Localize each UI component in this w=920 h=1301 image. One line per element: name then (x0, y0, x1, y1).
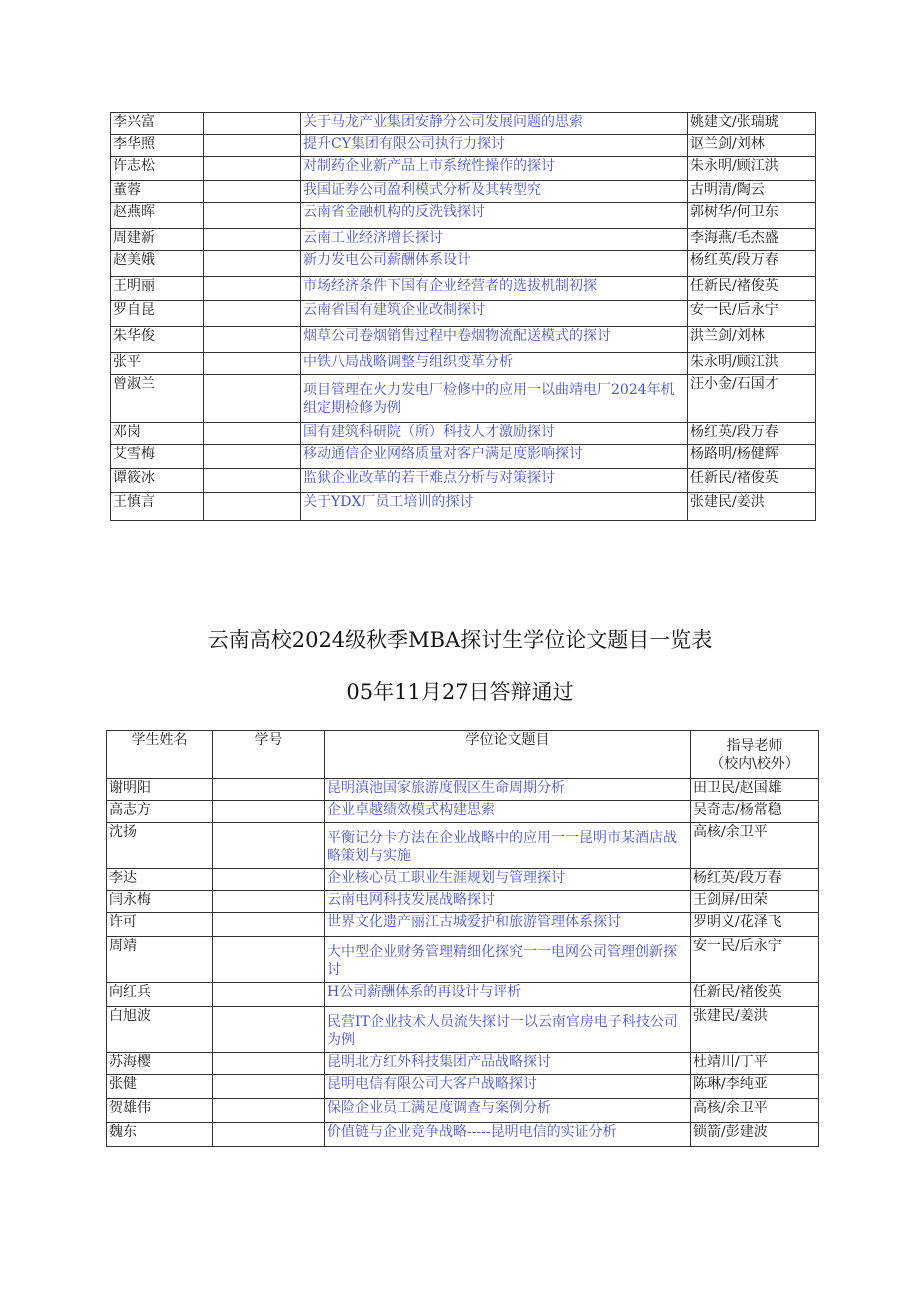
advisor-cell: 洪兰剑/刘林 (688, 327, 816, 353)
advisor-cell: 吴奇志/杨常稳 (691, 801, 819, 823)
table-row (111, 445, 816, 469)
advisor-cell: 罗明义/花泽飞 (691, 913, 819, 937)
student-id-cell (204, 423, 301, 445)
thesis-title-cell: 项目管理在火力发电厂检修中的应用一以曲靖电厂2024年机组定期检修为例 (301, 375, 688, 423)
student-name-cell: 贺雄伟 (107, 1099, 213, 1123)
student-name-cell: 李兴富 (111, 113, 204, 135)
student-id-cell (213, 891, 325, 913)
advisor-cell: 任新民/褚俊英 (691, 983, 819, 1007)
table-row (107, 779, 819, 801)
advisor-cell: 田卫民/赵国雄 (691, 779, 819, 801)
student-id-cell (213, 1099, 325, 1123)
student-name-cell: 许可 (107, 913, 213, 937)
table-row (111, 423, 816, 445)
student-name-cell: 向红兵 (107, 983, 213, 1007)
student-name-cell: 魏东 (107, 1123, 213, 1147)
student-name-cell: 沈扬 (107, 823, 213, 869)
table-row (107, 801, 819, 823)
table-row (111, 301, 816, 327)
thesis-title-cell: 企业卓越绩效模式构建思索 (325, 801, 691, 823)
advisor-cell: 杨红英/段万春 (688, 251, 816, 277)
table-row (111, 327, 816, 353)
advisor-cell: 李海燕/毛杰盛 (688, 229, 816, 251)
student-id-cell (204, 251, 301, 277)
student-name-cell: 苏海樱 (107, 1053, 213, 1075)
table-row (111, 229, 816, 251)
header-student-name: 学生姓名 (107, 731, 213, 779)
student-name-cell: 董蓉 (111, 181, 204, 203)
student-id-cell (204, 445, 301, 469)
student-name-cell: 罗自昆 (111, 301, 204, 327)
advisor-cell: 汪小金/石国才 (688, 375, 816, 423)
table-row (111, 353, 816, 375)
student-name-cell: 张健 (107, 1075, 213, 1099)
student-name-cell: 李华照 (111, 135, 204, 157)
advisor-cell: 安一民/后永宁 (691, 937, 819, 983)
student-id-cell (213, 823, 325, 869)
thesis-title-cell: 大中型企业财务管理精细化探究一一电网公司管理创新探讨 (325, 937, 691, 983)
advisor-cell: 高核/余卫平 (691, 1099, 819, 1123)
thesis-title-cell: 昆明电信有限公司大客户战略探讨 (325, 1075, 691, 1099)
student-name-cell: 张平 (111, 353, 204, 375)
advisor-cell: 杨路明/杨健辉 (688, 445, 816, 469)
thesis-title-cell: 移动通信企业网络质量对客户满足度影响探讨 (301, 445, 688, 469)
student-name-cell: 谢明阳 (107, 779, 213, 801)
student-id-cell (213, 801, 325, 823)
header-advisor-line2: （校内\校外） (710, 755, 799, 772)
table-header-row (107, 731, 819, 779)
student-id-cell (204, 229, 301, 251)
student-id-cell (204, 181, 301, 203)
student-name-cell: 李达 (107, 869, 213, 891)
header-thesis-title: 学位论文题目 (325, 731, 691, 779)
student-name-cell: 王明丽 (111, 277, 204, 301)
table-row (111, 493, 816, 521)
student-id-cell (204, 301, 301, 327)
thesis-title-cell: 国有建筑科研院（所）科技人才激励探讨 (301, 423, 688, 445)
advisor-cell: 任新民/褚俊英 (688, 469, 816, 493)
student-id-cell (213, 983, 325, 1007)
table-row (111, 203, 816, 229)
table-row (107, 1007, 819, 1053)
table-row (111, 375, 816, 423)
student-id-cell (204, 277, 301, 301)
advisor-cell: 高核/余卫平 (691, 823, 819, 869)
thesis-title-cell: 世界文化遗产丽江古城爱护和旅游管理体系探讨 (325, 913, 691, 937)
table-row (107, 1075, 819, 1099)
advisor-cell: 姚建文/张瑞琥 (688, 113, 816, 135)
header-advisor (691, 731, 819, 779)
thesis-title-cell: 云南电网科技发展战略探讨 (325, 891, 691, 913)
student-name-cell: 周建新 (111, 229, 204, 251)
student-id-cell (204, 157, 301, 181)
table-row (107, 983, 819, 1007)
student-name-cell: 艾雪梅 (111, 445, 204, 469)
thesis-table (106, 730, 819, 1147)
thesis-title-cell: H公司薪酬体系的再设计与评析 (325, 983, 691, 1007)
student-name-cell: 谭筱冰 (111, 469, 204, 493)
student-id-cell (213, 1123, 325, 1147)
advisor-cell: 杜靖川/丁平 (691, 1053, 819, 1075)
thesis-title-cell: 保险企业员工满足度调查与案例分析 (325, 1099, 691, 1123)
thesis-title-cell: 市场经济条件下国有企业经营者的选拔机制初探 (301, 277, 688, 301)
student-name-cell: 赵燕晖 (111, 203, 204, 229)
advisor-cell: 王剑屏/田荣 (691, 891, 819, 913)
thesis-title-cell: 监狱企业改革的若干难点分析与对策探讨 (301, 469, 688, 493)
student-id-cell (204, 493, 301, 521)
student-name-cell: 邓岗 (111, 423, 204, 445)
student-id-cell (213, 1075, 325, 1099)
table-row (111, 277, 816, 301)
advisor-cell: 张建民/姜洪 (691, 1007, 819, 1053)
student-name-cell: 闫永梅 (107, 891, 213, 913)
table-row (107, 937, 819, 983)
table-row (111, 113, 816, 135)
student-id-cell (204, 375, 301, 423)
advisor-cell: 杨红英/段万春 (688, 423, 816, 445)
thesis-title-cell: 昆明滇池国家旅游度假区生命周期分析 (325, 779, 691, 801)
advisor-cell: 朱永明/顾江洪 (688, 157, 816, 181)
student-id-cell (213, 1053, 325, 1075)
thesis-title-cell: 中铁八局战略调整与组织变革分析 (301, 353, 688, 375)
page-title: 云南高校2024级秋季MBA探讨生学位论文题目一览表 (207, 628, 713, 652)
defense-date-subtitle: 05年11月27日答辩通过 (346, 680, 574, 704)
advisor-cell: 郭树华/何卫东 (688, 203, 816, 229)
thesis-title-cell: 平衡记分卡方法在企业战略中的应用一一昆明市某酒店战略策划与实施 (325, 823, 691, 869)
table-row (111, 181, 816, 203)
student-id-cell (204, 203, 301, 229)
thesis-title-cell: 我国证券公司盈利模式分析及其转型究 (301, 181, 688, 203)
student-name-cell: 朱华俊 (111, 327, 204, 353)
thesis-title-cell: 关于马龙产业集团安静分公司发展问题的思索 (301, 113, 688, 135)
thesis-title-cell: 民营IT企业技术人员流失探讨一以云南官房电子科技公司为例 (325, 1007, 691, 1053)
advisor-cell: 锁箭/彭建波 (691, 1123, 819, 1147)
table-row (111, 135, 816, 157)
thesis-title-cell: 云南省国有建筑企业改制探讨 (301, 301, 688, 327)
table-row (111, 157, 816, 181)
student-name-cell: 白旭波 (107, 1007, 213, 1053)
table-row (107, 891, 819, 913)
thesis-title-cell: 新力发电公司薪酬体系设计 (301, 251, 688, 277)
table-row (107, 913, 819, 937)
advisor-cell: 安一民/后永宁 (688, 301, 816, 327)
student-id-cell (213, 869, 325, 891)
student-name-cell: 赵美娥 (111, 251, 204, 277)
advisor-cell: 讴兰剑/刘林 (688, 135, 816, 157)
table-row (107, 1123, 819, 1147)
table-row (111, 251, 816, 277)
table-row (107, 869, 819, 891)
header-student-id: 学号 (213, 731, 325, 779)
table-row (107, 823, 819, 869)
thesis-title-cell: 云南工业经济增长探讨 (301, 229, 688, 251)
student-id-cell (213, 913, 325, 937)
thesis-title-cell: 关于YDX厂员工培训的探讨 (301, 493, 688, 521)
advisor-cell: 古明清/陶云 (688, 181, 816, 203)
header-advisor-line1: 指导老师 (726, 737, 783, 754)
table-row (107, 1053, 819, 1075)
student-id-cell (213, 937, 325, 983)
advisor-cell: 张建民/姜洪 (688, 493, 816, 521)
advisor-cell: 陈琳/李纯亚 (691, 1075, 819, 1099)
student-name-cell: 许志松 (111, 157, 204, 181)
student-name-cell: 周靖 (107, 937, 213, 983)
student-id-cell (213, 779, 325, 801)
advisor-cell: 杨红英/段万春 (691, 869, 819, 891)
student-id-cell (204, 113, 301, 135)
thesis-title-cell: 提升CY集团有限公司执行力探讨 (301, 135, 688, 157)
table-row (111, 469, 816, 493)
student-id-cell (204, 469, 301, 493)
thesis-title-cell: 昆明北方红外科技集团产品战略探讨 (325, 1053, 691, 1075)
advisor-cell: 任新民/褚俊英 (688, 277, 816, 301)
student-id-cell (204, 327, 301, 353)
thesis-title-cell: 云南省金融机构的反洗钱探讨 (301, 203, 688, 229)
thesis-title-cell: 价值链与企业竞争战略-----昆明电信的实证分析 (325, 1123, 691, 1147)
student-id-cell (204, 135, 301, 157)
student-id-cell (204, 353, 301, 375)
thesis-table-continued (110, 112, 816, 521)
table-row (107, 1099, 819, 1123)
thesis-title-cell: 企业核心员工职业生涯规划与管理探讨 (325, 869, 691, 891)
thesis-title-cell: 烟草公司卷烟销售过程中卷烟物流配送模式的探讨 (301, 327, 688, 353)
student-id-cell (213, 1007, 325, 1053)
thesis-title-cell: 对制药企业新产品上市系统性操作的探讨 (301, 157, 688, 181)
advisor-cell: 朱永明/顾江洪 (688, 353, 816, 375)
student-name-cell: 王慎言 (111, 493, 204, 521)
student-name-cell: 曾淑兰 (111, 375, 204, 423)
student-name-cell: 高志方 (107, 801, 213, 823)
